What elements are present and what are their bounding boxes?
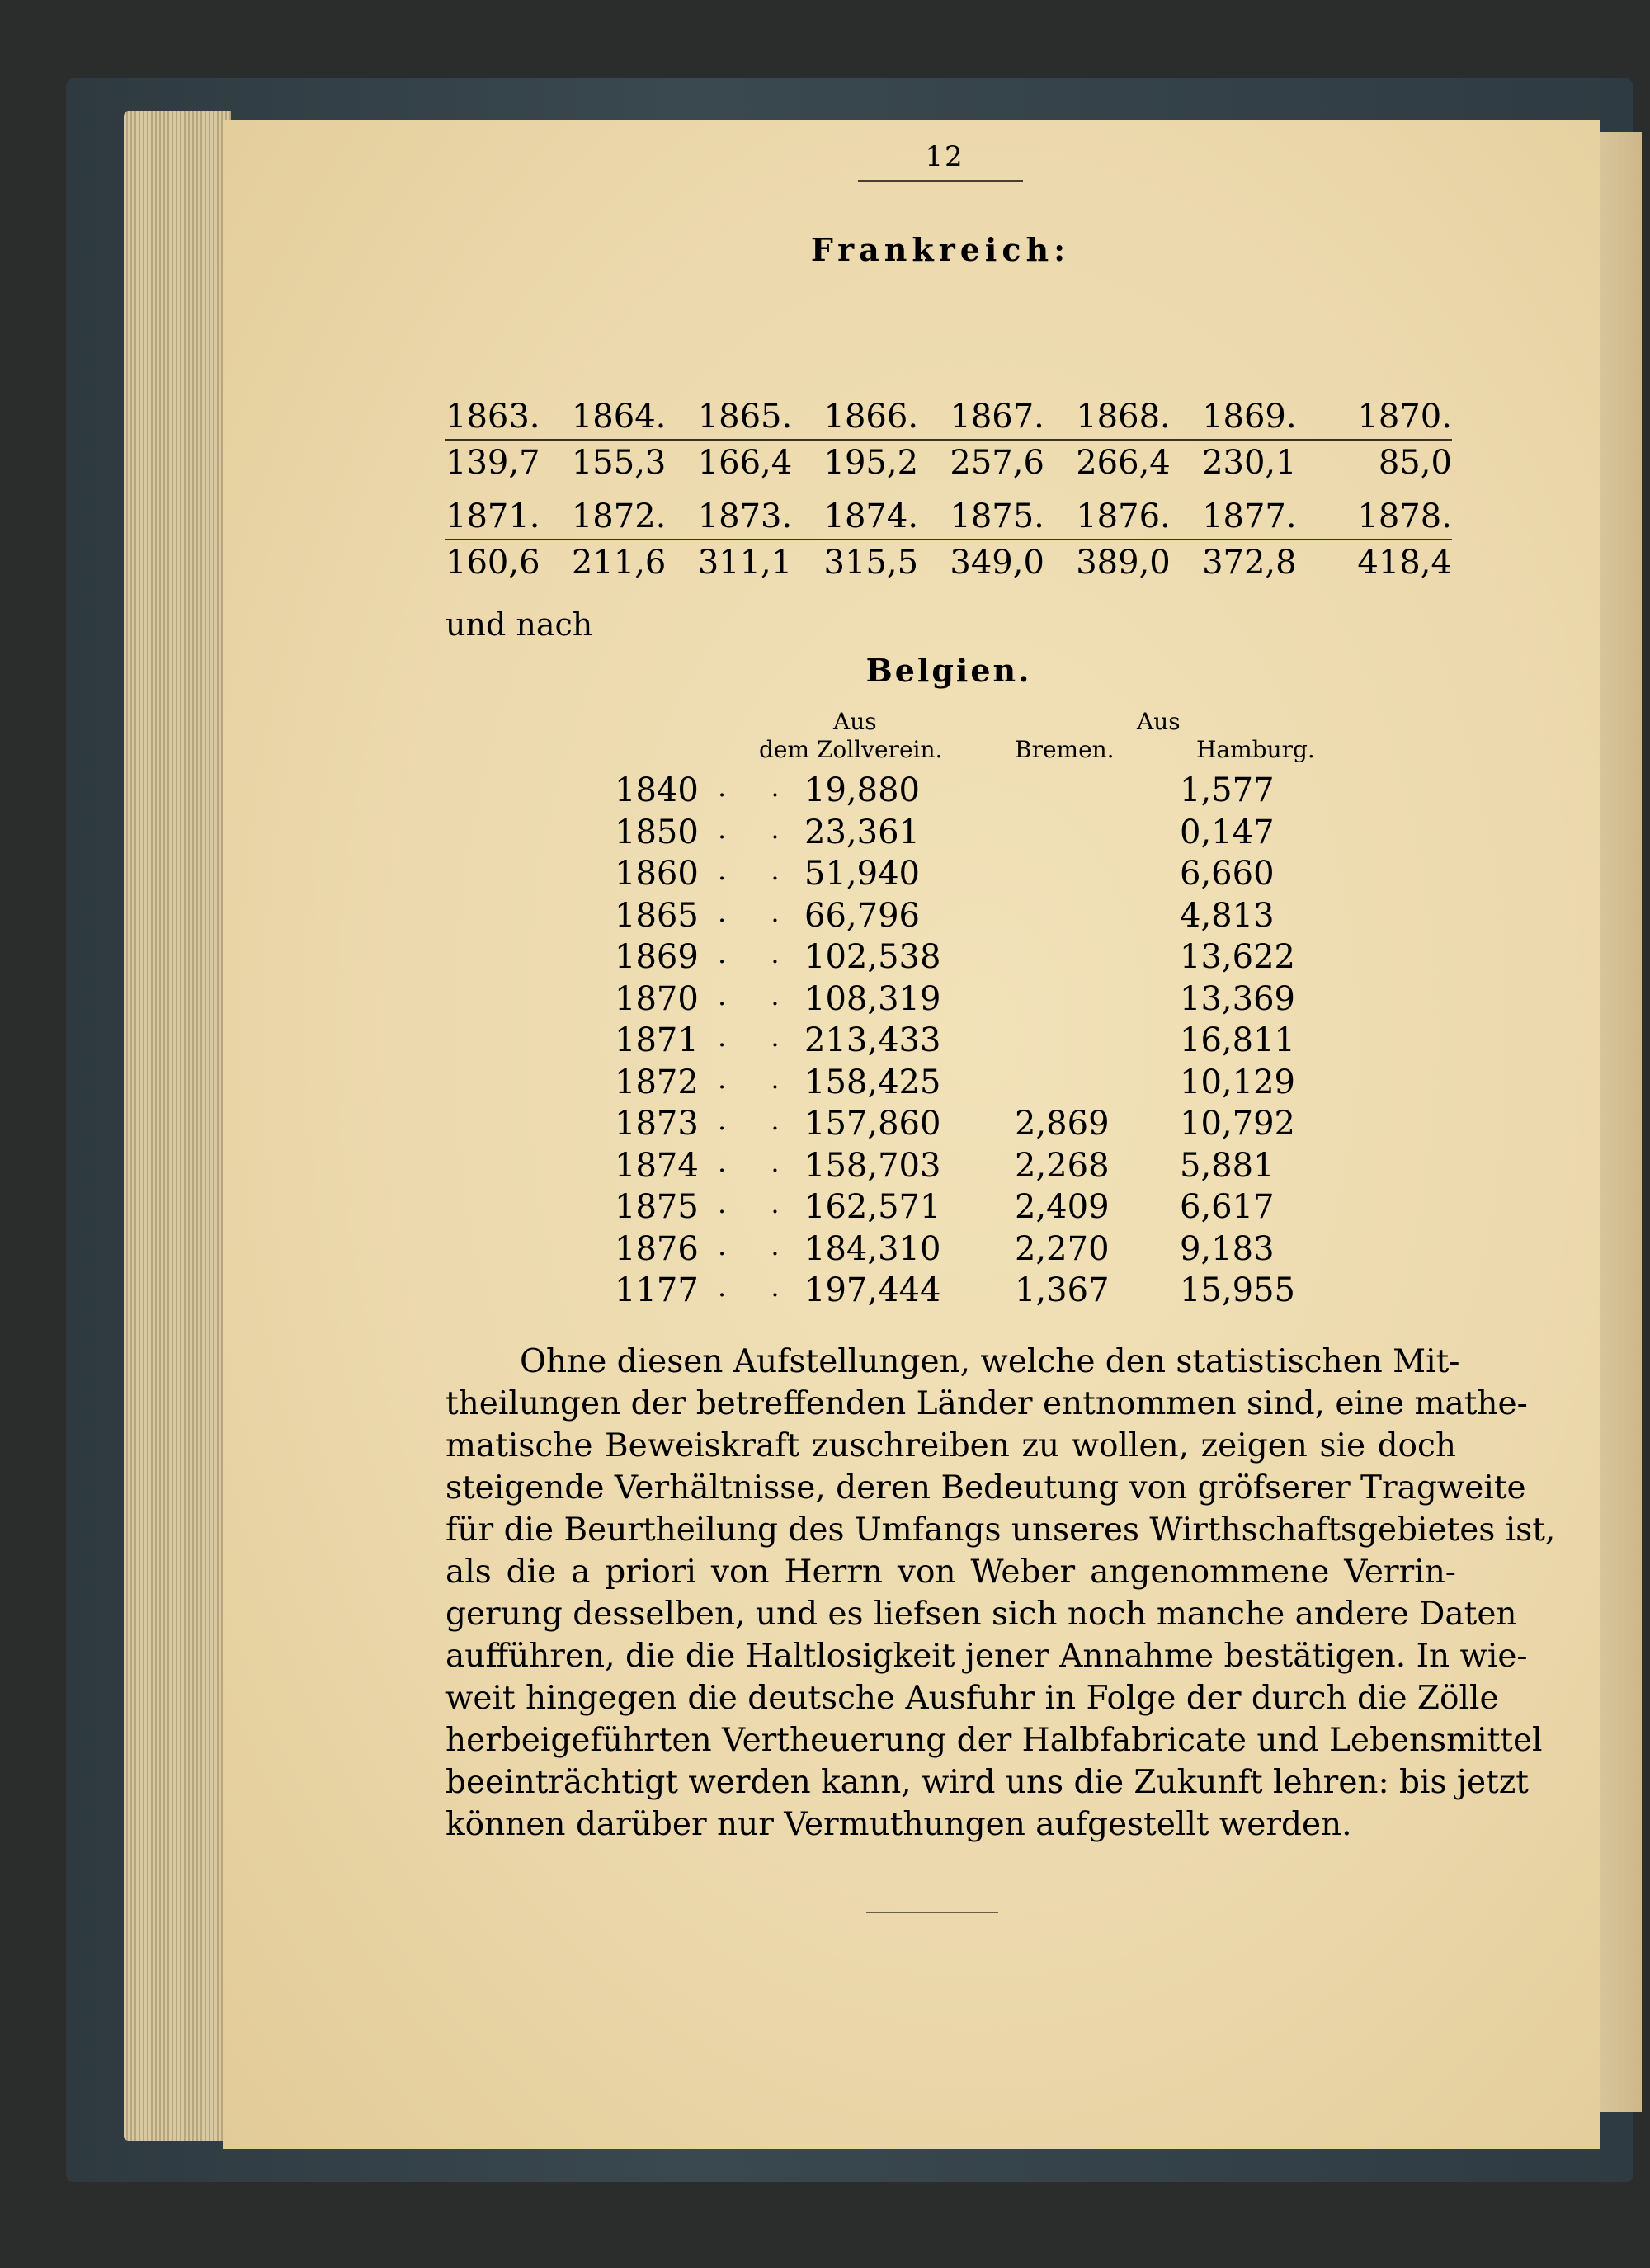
- table-row: [0, 1147, 1650, 1188]
- hamburg-cell: 6,660: [1180, 855, 1275, 893]
- paragraph-line: weit hingegen die deutsche Ausfuhr in Folge der durch die Zölle: [446, 1680, 1499, 1717]
- table-cell: 230,1: [1202, 444, 1297, 482]
- table-row: [0, 813, 1650, 855]
- frankreich-years-row: [446, 497, 1452, 535]
- table-cell: 1863.: [446, 398, 540, 436]
- hamburg-cell: 4,813: [1180, 896, 1275, 935]
- table-cell: 1866.: [823, 398, 919, 436]
- year-cell: 1869: [615, 938, 699, 976]
- year-cell: 1876: [615, 1229, 699, 1268]
- table-cell: 257,6: [950, 444, 1044, 482]
- table-cell: 1868.: [1076, 398, 1171, 436]
- frankreich-values-row: [446, 544, 1452, 582]
- year-cell: 1860: [615, 855, 699, 893]
- leader-dots: . .: [718, 1146, 798, 1178]
- table-row: [0, 1105, 1650, 1146]
- hamburg-cell: 6,617: [1180, 1188, 1275, 1226]
- paragraph-line: aufführen, die die Haltlosigkeit jener Annahme bestätigen. In wie-: [446, 1638, 1528, 1675]
- year-cell: 1840: [615, 771, 699, 809]
- leader-dots: . .: [718, 896, 798, 928]
- zollverein-cell: 66,796: [804, 896, 920, 935]
- table-cell: 1876.: [1076, 497, 1171, 535]
- table-cell: 372,8: [1202, 544, 1297, 582]
- year-cell: 1873: [615, 1105, 699, 1143]
- bremen-cell: 2,268: [1015, 1146, 1110, 1185]
- bremen-cell: 2,270: [1015, 1229, 1110, 1268]
- table-row: [0, 1230, 1650, 1271]
- table-cell: 1878.: [1357, 497, 1452, 535]
- hamburg-cell: 9,183: [1180, 1229, 1275, 1268]
- zollverein-cell: 19,880: [804, 771, 920, 809]
- table-row: [0, 938, 1650, 979]
- table-cell: 155,3: [571, 444, 667, 482]
- hamburg-cell: 1,577: [1180, 771, 1275, 809]
- header-bremen: Bremen.: [1015, 736, 1115, 763]
- footer-rule: [866, 1912, 998, 1913]
- bremen-cell: 1,367: [1015, 1271, 1110, 1309]
- leader-dots: . .: [718, 979, 798, 1011]
- leader-dots: . .: [718, 1063, 798, 1095]
- table-cell: 1864.: [571, 398, 667, 436]
- paragraph-line: können darüber nur Vermuthungen aufgestellt werden.: [446, 1806, 1352, 1843]
- table-row: [0, 771, 1650, 813]
- table-rule: [446, 539, 1452, 540]
- header-aus-zollverein: Aus: [833, 708, 877, 735]
- table-row: [0, 1271, 1650, 1313]
- header-aus-bremen-hamburg: Aus: [1137, 708, 1181, 735]
- hamburg-cell: 13,622: [1180, 938, 1295, 976]
- paragraph-line: matische Beweiskraft zuschreiben zu wollen, zeigen sie doch: [446, 1427, 1456, 1464]
- hamburg-cell: 5,881: [1180, 1146, 1275, 1185]
- table-cell: 266,4: [1076, 444, 1171, 482]
- heading-frankreich: Frankreich:: [810, 231, 1071, 268]
- frankreich-table-block-2: [446, 497, 1452, 582]
- table-cell: 166,4: [697, 444, 793, 482]
- year-cell: 1874: [615, 1146, 699, 1185]
- frankreich-years-row: [446, 398, 1452, 436]
- frankreich-values-row: [446, 444, 1452, 482]
- year-cell: 1871: [615, 1021, 699, 1059]
- table-cell: 85,0: [1378, 444, 1452, 482]
- zollverein-cell: 108,319: [804, 979, 941, 1018]
- leader-dots: . .: [718, 1188, 798, 1219]
- table-cell: 1877.: [1202, 497, 1297, 535]
- table-cell: 311,1: [697, 544, 793, 582]
- table-cell: 1874.: [823, 497, 919, 535]
- hamburg-cell: 10,129: [1180, 1063, 1295, 1101]
- paragraph-line: für die Beurtheilung des Umfangs unseres Wirthschaftsgebietes ist,: [446, 1511, 1556, 1549]
- zollverein-cell: 51,940: [804, 855, 920, 893]
- und-nach-text: und nach: [446, 606, 593, 643]
- table-row: [0, 1063, 1650, 1105]
- leader-dots: . .: [718, 813, 798, 845]
- year-cell: 1850: [615, 813, 699, 851]
- year-cell: 1875: [615, 1188, 699, 1226]
- table-cell: 349,0: [950, 544, 1044, 582]
- leader-dots: . .: [718, 855, 798, 886]
- body-paragraph: [446, 1341, 1556, 1846]
- table-row: [0, 980, 1650, 1021]
- zollverein-cell: 213,433: [804, 1021, 941, 1059]
- leader-dots: . .: [718, 938, 798, 969]
- paragraph-line: beeinträchtigt werden kann, wird uns die Zukunft lehren: bis jetzt: [446, 1764, 1529, 1801]
- table-row: [0, 855, 1650, 896]
- table-cell: 1867.: [950, 398, 1044, 436]
- table-cell: 160,6: [446, 544, 540, 582]
- paragraph-line: gerung desselben, und es liefsen sich noch manche andere Daten: [446, 1596, 1517, 1633]
- table-row: [0, 1188, 1650, 1229]
- table-cell: 195,2: [823, 444, 919, 482]
- zollverein-cell: 158,703: [804, 1146, 941, 1185]
- table-cell: 1869.: [1202, 398, 1297, 436]
- table-cell: 1865.: [697, 398, 793, 436]
- paragraph-line: Ohne diesen Aufstellungen, welche den statistischen Mit-: [520, 1343, 1460, 1380]
- bremen-cell: 2,869: [1015, 1105, 1110, 1143]
- paragraph-line: als die a priori von Herrn von Weber angenommene Verrin-: [446, 1554, 1456, 1591]
- table-rule: [446, 439, 1452, 441]
- frankreich-table-block-1: [446, 398, 1452, 482]
- year-cell: 1870: [615, 979, 699, 1018]
- table-cell: 139,7: [446, 444, 540, 482]
- table-cell: 315,5: [823, 544, 919, 582]
- header-rule: [858, 180, 1023, 182]
- table-row: [0, 1021, 1650, 1063]
- table-cell: 418,4: [1357, 544, 1452, 582]
- zollverein-cell: 162,571: [804, 1188, 941, 1226]
- zollverein-cell: 158,425: [804, 1063, 941, 1101]
- zollverein-cell: 197,444: [804, 1271, 941, 1309]
- table-cell: 211,6: [571, 544, 667, 582]
- year-cell: 1865: [615, 896, 699, 935]
- table-cell: 1870.: [1357, 398, 1452, 436]
- heading-belgien: Belgien.: [865, 652, 1032, 689]
- year-cell: 1177: [615, 1271, 699, 1309]
- leader-dots: . .: [718, 1021, 798, 1053]
- paragraph-line: herbeigeführten Vertheuerung der Halbfabricate und Lebensmittel: [446, 1722, 1543, 1759]
- header-hamburg: Hamburg.: [1196, 736, 1315, 763]
- hamburg-cell: 0,147: [1180, 813, 1275, 851]
- leader-dots: . .: [718, 1271, 798, 1303]
- leader-dots: . .: [718, 771, 798, 803]
- table-cell: 1875.: [950, 497, 1044, 535]
- table-cell: 1872.: [571, 497, 667, 535]
- paragraph-line: steigende Verhältnisse, deren Bedeutung von gröfserer Tragweite: [446, 1469, 1526, 1506]
- leader-dots: . .: [718, 1105, 798, 1136]
- page-number: 12: [925, 140, 964, 173]
- leader-dots: . .: [718, 1229, 798, 1261]
- zollverein-cell: 157,860: [804, 1105, 941, 1143]
- table-cell: 389,0: [1076, 544, 1171, 582]
- table-cell: 1871.: [446, 497, 540, 535]
- hamburg-cell: 16,811: [1180, 1021, 1295, 1059]
- hamburg-cell: 13,369: [1180, 979, 1295, 1018]
- zollverein-cell: 23,361: [804, 813, 920, 851]
- year-cell: 1872: [615, 1063, 699, 1101]
- zollverein-cell: 184,310: [804, 1229, 941, 1268]
- hamburg-cell: 15,955: [1180, 1271, 1295, 1309]
- table-cell: 1873.: [697, 497, 793, 535]
- table-row: [0, 897, 1650, 938]
- hamburg-cell: 10,792: [1180, 1105, 1295, 1143]
- bremen-cell: 2,409: [1015, 1188, 1110, 1226]
- paragraph-line: theilungen der betreffenden Länder entnommen sind, eine mathe-: [446, 1385, 1528, 1422]
- zollverein-cell: 102,538: [804, 938, 941, 976]
- header-zollverein: dem Zollverein.: [759, 736, 943, 763]
